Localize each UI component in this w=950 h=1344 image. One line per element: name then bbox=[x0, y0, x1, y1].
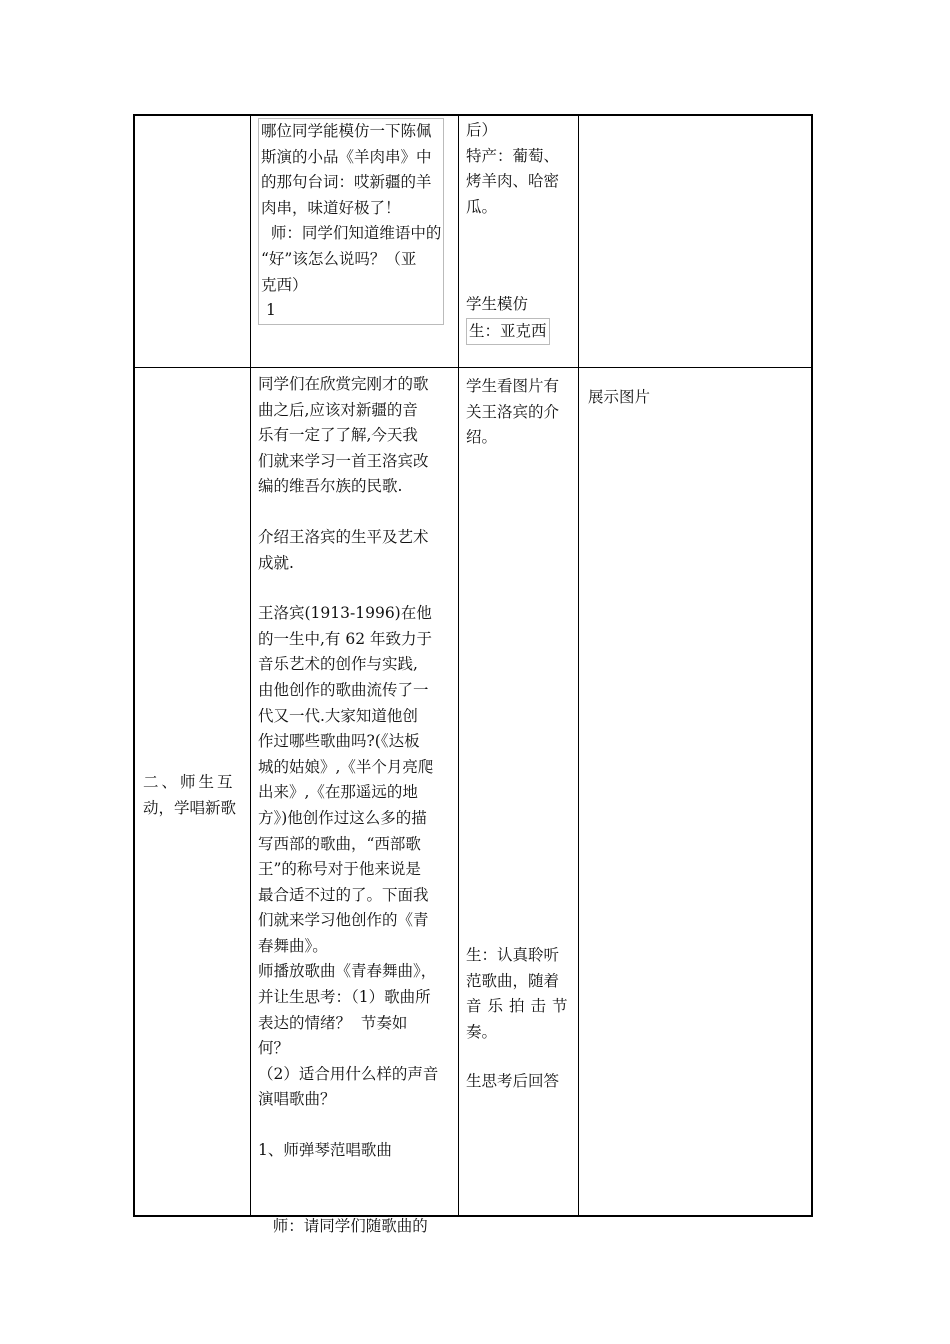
row2-student-activity-mid bbox=[466, 943, 576, 1045]
text-line: 生思考后回答 bbox=[466, 1072, 560, 1090]
text-line: 克西） bbox=[261, 275, 308, 294]
page-number: 1 bbox=[261, 301, 276, 320]
text-line: 春舞曲》。 bbox=[258, 936, 328, 955]
text-line: 后） bbox=[466, 121, 498, 139]
text-line: 生：认真聆听 bbox=[466, 946, 560, 964]
text-line: 同学们在欣赏完刚才的歌 bbox=[258, 375, 429, 393]
text-line: 最合适不过的了。下面我 bbox=[258, 885, 429, 904]
text-line: 由他创作的歌曲流传了一 bbox=[258, 680, 429, 699]
row2-section-title bbox=[143, 770, 247, 821]
text-line: 瓜。 bbox=[466, 197, 498, 216]
column-divider bbox=[458, 116, 459, 1215]
row1-student-activity-top bbox=[466, 118, 576, 220]
text-line: 王”的称号对于他来说是 bbox=[258, 860, 421, 879]
text-line: 城的姑娘》,《半个月亮爬 bbox=[258, 757, 434, 776]
row2-student-activity-top bbox=[466, 374, 576, 451]
text-line: 的一生中,有 62 年致力于 bbox=[258, 629, 433, 648]
text-line: 斯演的小品《羊肉串》中 bbox=[261, 147, 432, 166]
text-line: 王洛宾(1913-1996)在他 bbox=[258, 604, 432, 623]
text-line: 哪位同学能模仿一下陈佩 bbox=[261, 122, 432, 140]
lesson-table bbox=[133, 114, 813, 1235]
text-line: 烤羊肉、哈密 bbox=[466, 172, 560, 191]
text-line: 曲之后,应该对新疆的音 bbox=[258, 400, 418, 419]
text-line: 成就. bbox=[258, 553, 294, 572]
text-line: 何？ bbox=[258, 1039, 290, 1058]
text-line: 的那句台词：哎新疆的羊 bbox=[261, 173, 432, 192]
text-line: 音乐拍击节 bbox=[466, 997, 574, 1016]
column-divider bbox=[250, 116, 251, 1215]
text-line: 们就来学习一首王洛宾改 bbox=[258, 451, 429, 470]
text-line: 生：亚克西 bbox=[466, 318, 550, 346]
text-line: 代又一代.大家知道他创 bbox=[258, 706, 418, 725]
text-line: 学生看图片有 bbox=[466, 377, 560, 395]
row1-student-activity-bottom bbox=[466, 292, 576, 345]
text-line: 特产：葡萄、 bbox=[466, 146, 560, 165]
text-line: 编的维吾尔族的民歌. bbox=[258, 477, 403, 496]
text-line: 1、师弹琴范唱歌曲 bbox=[258, 1141, 392, 1160]
text-line: 音乐艺术的创作与实践, bbox=[258, 655, 418, 674]
text-line: 方》)他创作过这么多的描 bbox=[258, 808, 427, 827]
text-line: 关王洛宾的介 bbox=[466, 402, 560, 421]
text-line: 们就来学习他创作的《青 bbox=[258, 911, 429, 930]
text-line: 学生模仿 bbox=[466, 295, 529, 313]
text-line: 写西部的歌曲，“西部歌 bbox=[258, 834, 421, 853]
text-line: 作过哪些歌曲吗?(《达板 bbox=[258, 732, 420, 751]
text-line: 并让生思考：（1）歌曲所 bbox=[258, 988, 431, 1007]
column-divider bbox=[578, 116, 579, 1215]
text-line: 出来》,《在那遥远的地 bbox=[258, 783, 418, 802]
text-line: 二、师生互 bbox=[143, 773, 236, 791]
text-line: “好”该怎么说吗？（亚 bbox=[261, 249, 417, 268]
text-line: 介绍王洛宾的生平及艺术 bbox=[258, 527, 429, 546]
text-line: 展示图片 bbox=[588, 388, 651, 406]
text-line: 师播放歌曲《青春舞曲》， bbox=[258, 962, 437, 981]
row1-teacher-activity bbox=[258, 118, 452, 325]
row2-student-activity-bottom bbox=[466, 1069, 576, 1095]
text-line: 演唱歌曲？ bbox=[258, 1090, 336, 1109]
text-line: 乐有一定了了解,今天我 bbox=[258, 426, 418, 445]
text-line: 奏。 bbox=[466, 1022, 498, 1041]
text-line: 师：同学们知道维语中的 bbox=[261, 224, 442, 243]
text-line: （2）适合用什么样的声音 bbox=[258, 1064, 439, 1083]
text-line: 师：请同学们随歌曲的 bbox=[258, 1216, 428, 1235]
row2-teacher-activity bbox=[258, 372, 454, 1239]
text-line: 范歌曲，随着 bbox=[466, 971, 560, 990]
text-line: 动，学唱新歌 bbox=[143, 798, 237, 817]
text-line: 肉串，味道好极了！ bbox=[261, 198, 401, 217]
text-line: 绍。 bbox=[466, 428, 498, 447]
row2-media bbox=[588, 385, 808, 411]
text-line: 表达的情绪？ 节奏如 bbox=[258, 1013, 408, 1032]
row-divider bbox=[135, 367, 811, 368]
